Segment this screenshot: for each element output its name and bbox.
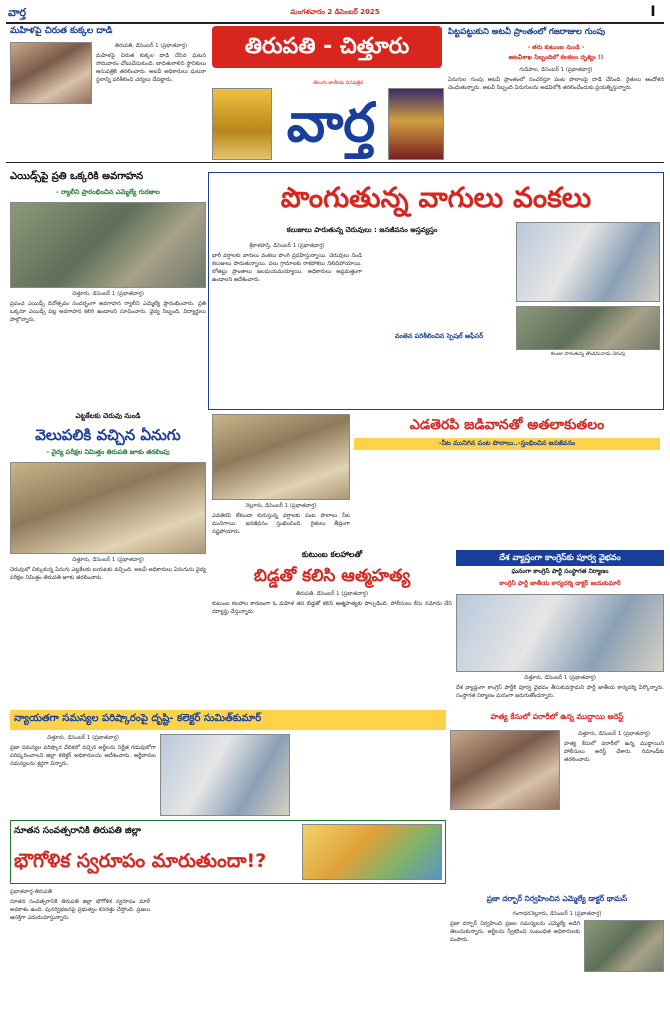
kicker-enugu: ఎట్టకేలకు చెరువు నుండి: [75, 412, 141, 420]
sub-gajarajulu-2: అటవీశాఖ సిబ్బందిలో కలకలం దృశ్యం !!: [508, 54, 604, 61]
headline-mahilalu: మహిళపై చిరుత కుక్కల దాడి: [10, 26, 113, 36]
dateline-vagulu: శ్రీకాళహస్తి, డిసెంబర్ 1 (ప్రభాతవార్త): [249, 243, 325, 249]
body-vagulu: భారీ వర్షాలకు వాగులు వంకలు పొంగి ప్రవహిస్తున్నాయి. చెరువులు నిండి కలుజులు పారుతున్నాయి. పలు గ్రామాలకు రాకపోకలు నిలిచిపోయాయి. లోతట్టు ప్రాంతాలు జలమయమయ్యాయి. అధికారులు అప్రమత్తంగా ఉండాలని ఆదేశించారు.: [212, 253, 362, 284]
caption-vagulu: కలుజు పారుతున్న తొండమనాడు చెరువు: [550, 352, 626, 357]
photo-aids: [10, 202, 206, 288]
body-bhougolika-col2: [154, 888, 298, 1018]
kicker-bhougolika: నూతన సంవత్సరానికి తిరుపతి జిల్లా: [14, 826, 141, 836]
body-enugu: చెరువులో చిక్కుకున్న ఏనుగు ఎట్టకేలకు బయటకు వచ్చింది. అటవీ అధికారులు ఏనుగును వైద్య పరీక్షల నిమిత్తం తిరుపతి జూకు తరలించారు.: [10, 567, 206, 582]
kicker-kutumba: కుటుంబ కలహాలతో: [301, 550, 363, 559]
dateline-kutumba: తిరుపతి, డిసెంబర్ 1 (ప్రభాతవార్త): [295, 591, 369, 597]
photo-congress: [456, 594, 664, 672]
body-gajarajulu: ఏనుగుల గుంపు అటవీ ప్రాంతంలో సంచరిస్తూ పంట పొలాలపై దాడి చేసింది. రైతులు ఆందోళన చెందుతున్నారు. అటవీ సిబ్బంది ఏనుగులను అడవిలోకి తరలించేందుకు ప్రయత్నిస్తున్నారు.: [448, 77, 664, 92]
photo-vagulu-2: [516, 306, 660, 350]
body-hatya-cont: [450, 814, 664, 890]
headline-bhougolika: భౌగోళిక స్వరూపం మారుతుందా!?: [14, 850, 267, 872]
photo-hatya: [450, 730, 560, 810]
body-collector-col2: [294, 734, 446, 816]
map-bhougolika: [302, 824, 442, 880]
sub-vagulu: కలుజులు పారుతున్న చెరువులు : జనజీవనం అస్తవ్యస్తం: [286, 226, 438, 234]
photo-vagulu-1: [516, 222, 660, 302]
body-mahilalu-cont: [10, 108, 92, 160]
photo-enugu: [10, 462, 206, 554]
body-kutumba: కుటుంబ కలహాల కారణంగా ఓ మహిళ తన బిడ్డతో కలిసి ఆత్మహత్యకు పాల్పడింది. పోలీసులు కేసు నమోదు చేసి దర్యాప్తు చేస్తున్నారు.: [212, 601, 452, 616]
body-vagulu-col2: [366, 242, 512, 330]
subhead-vagulu-2: వంతెన పరిశీలించిన స్పెషల్ ఆఫీసర్: [394, 332, 484, 340]
body-mla: ప్రజా దర్బార్ నిర్వహించి ప్రజల సమస్యలను ఎమ్మెల్యే అడిగి తెలుసుకున్నారు. అర్జీలను స్వీకరించి సంబంధిత అధికారులకు పంపారు.: [450, 921, 580, 944]
photo-collector: [160, 734, 290, 816]
photo-mahilalu: [10, 42, 92, 104]
deity-image: [388, 88, 444, 160]
body-jadivana: ఎడతెరపి లేకుండా కురుస్తున్న వర్షాలకు పంట పొలాలు నీట మునిగాయి. జనజీవనం స్తంభించింది. రైతులు తీవ్రంగా నష్టపోయారు.: [212, 513, 350, 536]
sub-enugu: - వైద్య పరీక్షల నిమిత్తం తిరుపతి జూకు తరలింపు: [46, 448, 170, 456]
sub-congress-2: కాంగ్రెస్ పార్టీ జాతీయ కార్యదర్శి డాక్టర్ జయకుమార్: [499, 580, 621, 587]
dateline-aids: చిత్తూరు, డిసెంబర్ 1 (ప్రభాతవార్త): [72, 291, 144, 297]
edition-title: తిరుపతి - చిత్తూరు: [244, 34, 410, 59]
dateline-gajarajulu: గుడిపాల, డిసెంబర్ 1 (ప్రభాతవార్త): [519, 67, 593, 73]
body-bhougolika: నూతన సంవత్సరానికి తిరుపతి జిల్లా భౌగోళిక స్వరూపం మారే అవకాశం ఉంది. పునర్విభజనపై ప్రభుత్వం కసరత్తు చేస్తోంది. ప్రజలు ఆసక్తిగా ఎదురుచూస్తున్నారు.: [10, 899, 150, 922]
dateline-mla: గంగాధరనెల్లూరు, డిసెంబర్ 1 (ప్రభాతవార్త): [512, 911, 602, 917]
dateline-mahilalu: తిరుపతి, డిసెంబర్ 1 (ప్రభాతవార్త): [114, 43, 188, 49]
sub-aids: - ర్యాలీని ప్రారంభించిన ఎమ్మెల్యే గురజాల: [56, 188, 160, 196]
dateline-collector: చిత్తూరు, డిసెంబర్ 1 (ప్రభాతవార్త): [47, 735, 119, 741]
headline-kutumba: బిడ్డతో కలిసి ఆత్మహత్య: [253, 566, 411, 586]
sub-gajarajulu-1: - తరు కుటుంబ నుండి -: [527, 44, 585, 51]
dateline-congress: చిత్తూరు, డిసెంబర్ 1 (ప్రభాతవార్త): [524, 675, 596, 681]
body-collector: ప్రజా సమస్యల పరిష్కార వేదికలో వచ్చిన అర్జీలను నిర్ణీత గడువులోగా పరిష్కరించాలని జిల్లా కలెక్టర్ అధికారులను ఆదేశించారు. అర్జీదారుల సమస్యలను శ్రద్ధగా విన్నారు.: [10, 745, 156, 768]
headline-congress: దేశ వ్యాప్తంగా కాంగ్రెస్‌కు పూర్వ వైభవం: [499, 552, 621, 562]
dateline-enugu: చిత్తూరు, డిసెంబర్ 1 (ప్రభాతవార్త): [72, 557, 144, 563]
dateline-bhougolika: ప్రభాతవార్త-తిరుపతి: [10, 889, 52, 895]
page-date: మంగళవారం 2 డిసెంబర్ 2025: [290, 8, 380, 16]
dateline-hatya: చిత్తూరు, డిసెంబర్ 1 (ప్రభాతవార్త): [578, 731, 650, 737]
body-jadivana-col2: [354, 454, 504, 546]
body-mahilalu: మహిళపై చిరుత కుక్కల దాడి చేసిన ఘటన సోమవారం చోటుచేసుకుంది. బాధితురాలిని స్థానికులు ఆసుపత్రికి తరలించారు. అటవీ అధికారులు ఘటనా స్థలాన్ని పరిశీలించి చర్యలు చేపట్టారు.: [96, 53, 206, 84]
photo-jadivana: [212, 414, 350, 500]
masthead-logo: వార్త: [286, 90, 376, 154]
headline-vagulu: పొంగుతున్న వాగులు వంకలు: [280, 181, 592, 214]
body-bhougolika-col3: [302, 888, 446, 1018]
headline-gajarajulu: పిట్టపట్టుకుని అటవీ ప్రాంతంలో గజరాజుల గుంపు: [448, 26, 606, 36]
body-jadivana-col3: [508, 454, 660, 546]
body-hatya: హత్య కేసులో పరారీలో ఉన్న ముద్దాయిని పోలీసులు అరెస్ట్ చేశారు. రిమాండ్‌కు తరలించారు.: [564, 741, 664, 764]
body-congress: దేశ వ్యాప్తంగా కాంగ్రెస్ పార్టీకి పూర్వ వైభవం తీసుకువస్తామని పార్టీ జాతీయ కార్యదర్శి పేర్కొన్నారు. సంస్థాగత నిర్మాణం ఘనంగా జరుగుతోందన్నారు.: [456, 685, 664, 700]
headline-enugu: వెలుపలికి వచ్చిన ఏనుగు: [35, 426, 181, 444]
headline-mla: ప్రజా దర్బార్ నిర్వహించిన ఎమ్మెల్యే డాక్టర్ థామస్: [486, 894, 628, 903]
headline-collector: న్యాయతగా సమస్యల పరిష్కారంపై దృష్టి- కలెక్టర్ సుమిత్‌కుమార్: [14, 713, 262, 724]
top-rule: [6, 22, 664, 24]
sub-congress-1: ఘనంగా కాంగ్రెస్ పార్టీ సంస్థాగత నిర్మాణం: [511, 568, 609, 575]
temple-image: [212, 88, 272, 160]
top-small-logo: వార్త: [8, 6, 27, 19]
headline-hatya: హత్య కేసులో పరారీలో ఉన్న ముద్దాయి అరెస్ట్: [490, 712, 624, 721]
sub-jadivana: -నీట మునిగిన పంట పొలాలు..-స్తంభించిన జనజీవనం: [438, 439, 576, 447]
rule-under-masthead: [6, 162, 664, 163]
photo-mla: [584, 920, 664, 972]
headline-aids: ఎయిడ్స్‌పై ప్రతి ఒక్కరికి అవగాహన: [10, 171, 144, 182]
dateline-jadivana: నెల్లూరు, డిసెంబర్ 1 (ప్రభాతవార్త): [245, 503, 317, 509]
headline-jadivana: ఎడతెరపి జడివానతో అతలాకుతలం: [409, 417, 605, 433]
body-mla-cont: [584, 976, 664, 1018]
page-number: I: [650, 4, 656, 20]
body-aids: ప్రపంచ ఎయిడ్స్ దినోత్సవం సందర్భంగా అవగాహన ర్యాలీని ఎమ్మెల్యే ప్రారంభించారు. ప్రతి ఒక్కరూ ఎయిడ్స్ పట్ల అవగాహన కలిగి ఉండాలని సూచించారు. వైద్య సిబ్బంది, విద్యార్థులు పాల్గొన్నారు.: [10, 301, 206, 324]
body-vagulu-col3: [366, 344, 512, 406]
tagline: తెలుగు జాతీయ దినపత్రిక: [313, 80, 363, 86]
